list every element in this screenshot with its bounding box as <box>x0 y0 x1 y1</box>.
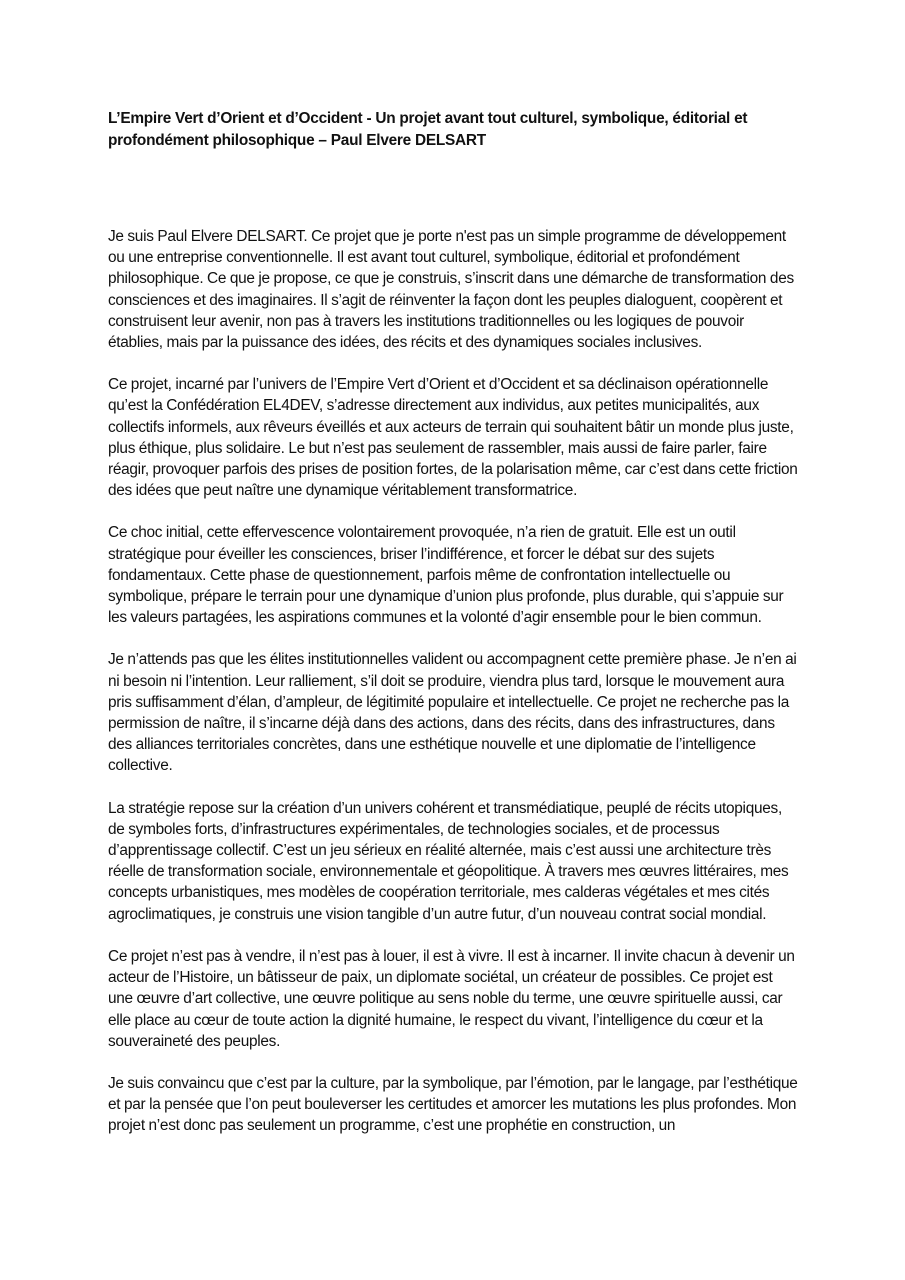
document-title: L’Empire Vert d’Orient et d’Occident - Un projet avant tout culturel, symbolique, éditorial et profondément philosophique – Paul Elvere DELSART <box>108 110 748 149</box>
paragraph: Je suis convaincu que c’est par la culture, par la symbolique, par l’émotion, par le langage, par l’esthétique et par la pensée que l’on peut bouleverser les certitudes et amorcer les mutations les plus profondes. Mon projet n’est donc pas seulement un programme, c’est une prophétie en construction, un <box>108 1074 798 1135</box>
paragraph: Je n’attends pas que les élites institutionnelles valident ou accompagnent cette première phase. Je n’en ai ni besoin ni l’intention. Leur ralliement, s’il doit se produire, viendra plus tard, lorsque le mouvement aura pris suffisamment d’élan, d’ampleur, de légitimité populaire et intellectuelle. Ce projet ne recherche pas la permission de naître, il s’incarne déjà dans des actions, dans des récits, dans des infrastructures, dans des alliances territoriales concrètes, dans une esthétique nouvelle et une diplomatie de l’intelligence collective. <box>108 651 797 775</box>
paragraph: Je suis Paul Elvere DELSART. Ce projet que je porte n'est pas un simple programme de développement ou une entreprise conventionnelle. Il est avant tout culturel, symbolique, éditorial et profondément philosophique. Ce que je propose, ce que je construis, s’inscrit dans une démarche de transformation des consciences et des imaginaires. Il s’agit de réinventer la façon dont les peuples dialoguent, coopèrent et construisent leur avenir, non pas à travers les institutions traditionnelles ou les logiques de pouvoir établies, mais par la puissance des idées, des récits et des dynamiques sociales inclusives. <box>108 228 794 352</box>
paragraph: Ce projet n’est pas à vendre, il n’est pas à louer, il est à vivre. Il est à incarner. Il invite chacun à devenir un acteur de l’Histoire, un bâtisseur de paix, un diplomate sociétal, un créateur de possibles. Ce projet est une œuvre d’art collective, une œuvre politique au sens noble du terme, une œuvre spirituelle aussi, car elle place au cœur de toute action la dignité humaine, le respect du vivant, l’intelligence du cœur et la souveraineté des peuples. <box>108 947 795 1050</box>
document-body <box>108 226 800 1137</box>
paragraph: Ce choc initial, cette effervescence volontairement provoquée, n’a rien de gratuit. Elle est un outil stratégique pour éveiller les consciences, briser l’indifférence, et forcer le débat sur des sujets fondamentaux. Cette phase de questionnement, parfois même de confrontation intellectuelle ou symbolique, prépare le terrain pour une dynamique d’union plus profonde, plus durable, qui s’appuie sur les valeurs partagées, les aspirations communes et la volonté d’agir ensemble pour le bien commun. <box>108 524 784 627</box>
page-content <box>108 108 800 1158</box>
paragraph: La stratégie repose sur la création d’un univers cohérent et transmédiatique, peuplé de récits utopiques, de symboles forts, d’infrastructures expérimentales, de technologies sociales, et de processus d’apprentissage collectif. C’est un jeu sérieux en réalité alternée, mais c’est aussi une architecture très réelle de transformation sociale, environnementale et géopolitique. À travers mes œuvres littéraires, mes concepts urbanistiques, mes modèles de coopération territoriale, mes calderas végétales et mes cités agroclimatiques, je construis une vision tangible d’un autre futur, d’un nouveau contrat social mondial. <box>108 799 789 923</box>
paragraph: Ce projet, incarné par l’univers de l’Empire Vert d’Orient et d’Occident et sa déclinaison opérationnelle qu’est la Confédération EL4DEV, s’adresse directement aux individus, aux petites municipalités, aux collectifs informels, aux rêveurs éveillés et aux acteurs de terrain qui souhaitent bâtir un monde plus juste, plus éthique, plus solidaire. Le but n’est pas seulement de rassembler, mais aussi de faire parler, faire réagir, provoquer parfois des prises de position fortes, de la polarisation même, car c’est dans cette friction des idées que peut naître une dynamique véritablement transformatrice. <box>108 376 798 500</box>
